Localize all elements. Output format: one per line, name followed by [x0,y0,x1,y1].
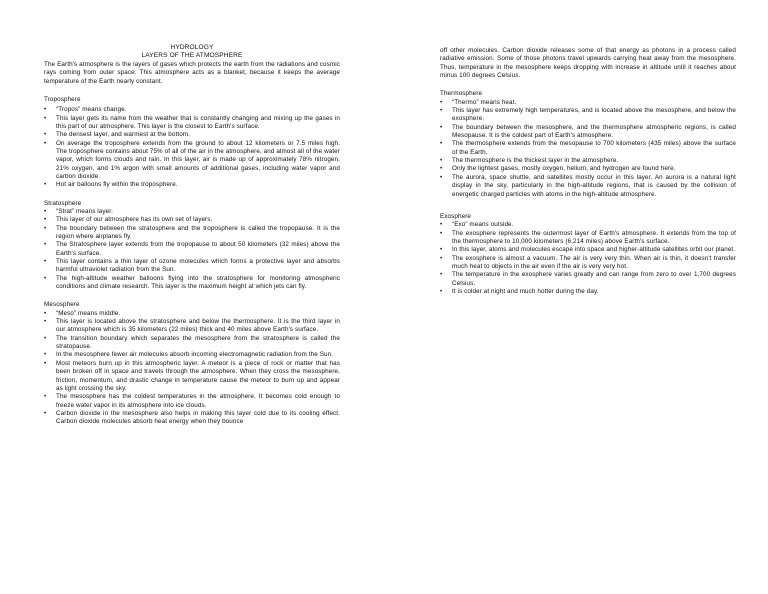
stratosphere-heading: Stratosphere [44,199,82,207]
right-column [440,47,736,296]
list-item: • In the mesosphere fewer air molecules absorb incoming electromagnetic radiation from the Sun. [44,351,340,359]
troposphere-heading: Troposphere [44,95,81,103]
list-item: • The Stratosphere layer extends from the tropopause to about 50 kilometers (32 miles) above the Earth's surface. [44,241,340,258]
thermosphere-heading: Thermosphere [440,90,483,98]
mesosphere-section [44,301,340,426]
list-item: • The boundary between the stratosphere and the troposphere is called the tropopause. It is the region where airplanes fly. [44,225,340,242]
troposphere-list [44,106,340,189]
intro-paragraph: The Earth's atmosphere is the layers of gases which protects the earth from the radiations and cosmic rays coming from outer space. This atmosphere acts as a blanket, because it keeps the average temperature of the Earth nearly constant. [44,60,340,85]
list-item: • The exosphere is almost a vacuum. The air is very very thin. When air is thin, it doesn't transfer much heat to objects in the air even if the air is very very hot. [440,255,736,272]
list-item: • The temperature in the exosphere varies greatly and can range from zero to over 1,700 degrees Celsius. [440,271,736,288]
list-item: • The aurora, space shuttle, and satellites mostly occur in this layer. An aurora is a natural light display in the sky, particularly in the high-altitude regions, that is caused by the collision of energetic charged particles with atoms in the high-altitude atmosphere. [440,174,736,199]
document-subtitle: LAYERS OF THE ATMOSPHERE [141,52,243,60]
thermosphere-list [440,99,736,199]
left-column [44,44,340,427]
exosphere-list [440,221,736,296]
list-item: • Carbon dioxide in the mesosphere also helps in making this layer cold due to its cooling effect. Carbon dioxide molecules absorb heat energy when they bounce [44,410,340,427]
list-item: • The transition boundary which separates the mesosphere from the stratosphere is called the stratopause. [44,335,340,352]
list-item: • This layer of our atmosphere has its own set of layers. [44,216,340,224]
list-item: • “Tropos” means change. [44,106,340,114]
list-item: • This layer gets its name from the weather that is constantly changing and mixing up the gases in this part of our atmosphere. This layer is the closest to Earth's surface. [44,115,340,132]
mesosphere-list [44,310,340,427]
list-item: • “Meso” means middle. [44,310,340,318]
exosphere-section [440,213,736,296]
list-item: • “Thermo” means heat. [440,99,736,107]
stratosphere-section [44,200,340,292]
list-item: • Hot air balloons fly within the troposphere. [44,181,340,189]
exosphere-heading: Exosphere [440,212,472,220]
list-item: • “Strat” means layer. [44,208,340,216]
list-item: • The exosphere represents the outermost layer of Earth's atmosphere. It extends from the top of the thermosphere to 10,000 kilometers (6,214 miles) above Earth's surface. [440,230,736,247]
list-item: • This layer has extremely high temperatures, and is located above the mesosphere, and below the exosphere. [440,107,736,124]
stratosphere-list [44,208,340,291]
mesosphere-continuation: off other molecules. Carbon dioxide releases some of that energy as photons in a process called radiative emission. Some of those photons travel upwards carrying heat away from the mesosphere. Thus, temperature in the mesosphere keeps dropping with increase in altitude until it reaches about minus 100 degrees Celsius. [440,47,736,80]
title-block [44,44,340,61]
list-item: • The high-altitude weather balloons flying into the stratosphere for monitoring atmospheric conditions and climate research. This layer is the maximum height at which jets can fly. [44,275,340,292]
list-item: • The densest layer, and warmest at the bottom. [44,131,340,139]
thermosphere-section [440,90,736,198]
list-item: • This layer is located above the stratosphere and below the thermosphere. It is the third layer in our atmosphere which is 35 kilometers (22 miles) thick and 40 miles above Earth's surface. [44,318,340,335]
document-title: HYDROLOGY [170,44,214,51]
list-item: • Most meteors burn up in this atmospheric layer. A meteor is a piece of rock or matter that has been broken off in space and travels through the atmosphere. When they cross the mesosphere, friction, momentum, and drastic change in temperature cause the meteor to burn up and appear as light crossing the sky. [44,360,340,393]
list-item: • This layer contains a thin layer of ozone molecules which forms a protective layer and absorbs harmful ultraviolet radiation from the Sun. [44,258,340,275]
list-item: • “Exo” means outside. [440,221,736,229]
list-item: • The mesosphere has the coldest temperatures in the atmosphere. It becomes cold enough to freeze water vapor in its atmosphere into ice clouds. [44,393,340,410]
list-item: • The thermosphere extends from the mesopause to 700 kilometers (435 miles) above the surface of the Earth. [440,140,736,157]
list-item: • In this layer, atoms and molecules escape into space and higher-altitude satellites orbit our planet. [440,246,736,254]
mesosphere-heading: Mesosphere [44,301,80,309]
list-item: • The boundary between the mesosphere, and the thermosphere atmospheric regions, is called Mesopause. It is the coldest part of Earth's atmosphere. [440,124,736,141]
list-item: • The thermosphere is the thickest layer in the atmosphere. [440,157,736,165]
list-item: • On average the troposphere extends from the ground to about 12 kilometers or 7.5 miles high. The troposphere contains about 75% of all of the air in the atmosphere, and almost all of the water vapor, which forms clouds and rain. In this layer, air is made up of approximately 78% nitrogen, 21% oxygen, and 1% argon with small amounts of additional gases, including water vapor and carbon dioxide. [44,140,340,182]
troposphere-section [44,96,340,190]
list-item: • Only the lightest gases, mostly oxygen, helium, and hydrogen are found here. [440,165,736,173]
list-item: • It is colder at night and much hotter during the day. [440,288,736,296]
